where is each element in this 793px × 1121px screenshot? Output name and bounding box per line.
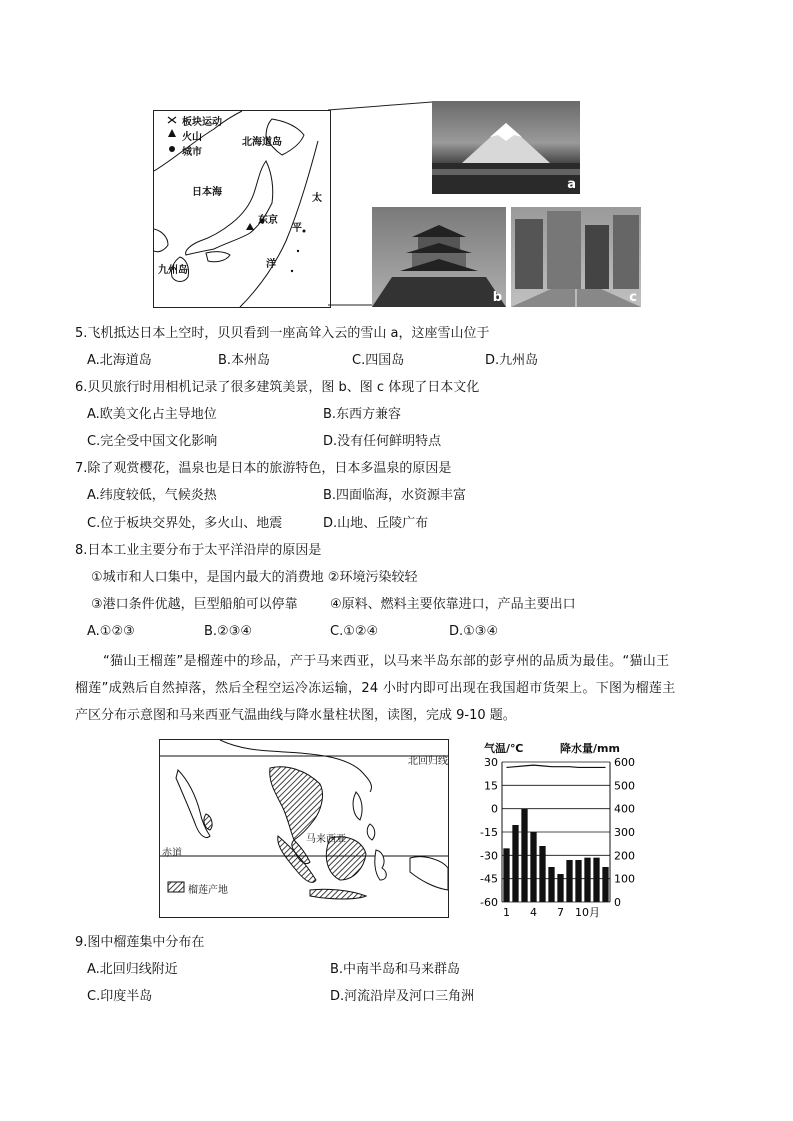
label-tropic: 北回归线 [408,756,448,767]
q5-option-a[interactable]: A.北海道岛 [87,353,152,368]
label-equator: 赤道 [162,848,182,859]
q7-option-b[interactable]: B.四面临海，水资源丰富 [323,488,467,503]
q9-option-a[interactable]: A.北回归线附近 [87,962,178,977]
precipitation-bar [584,858,590,902]
chart-left-tick: 0 [491,802,498,816]
question-6-stem: 6.贝贝旅行时用相机记录了很多建筑美景，图 b、图 c 体现了日本文化 [75,380,480,395]
precipitation-bar [548,867,554,902]
chart-left-tick: -60 [480,896,498,909]
precipitation-bar [575,860,581,902]
q6-option-b[interactable]: B.东西方兼容 [323,407,402,422]
question-5-stem: 5.飞机抵达日本上空时，贝贝看到一座高耸入云的雪山 a，这座雪山位于 [75,326,490,341]
precipitation-bar [503,848,509,902]
q5-option-d[interactable]: D.九州岛 [485,353,539,368]
question-9-stem: 9.图中榴莲集中分布在 [75,935,205,950]
chart-right-tick: 300 [614,826,635,839]
chart-x-tick: 7 [557,906,564,919]
chart-right-tick: 500 [614,779,635,793]
chart-left-tick: 15 [484,779,498,793]
label-pacific-2: 平 [292,223,302,234]
q6-option-d[interactable]: D.没有任何鲜明特点 [323,434,442,449]
chart-left-tick: -15 [480,826,498,839]
q6-option-a[interactable]: A.欧美文化占主导地位 [87,407,217,422]
q8-option-c[interactable]: C.①②④ [330,624,379,639]
precipitation-bar [539,846,545,902]
passage-line-3: 产区分布示意图和马来西亚气温曲线与降水量柱状图，读图，完成 9-10 题。 [75,708,516,723]
label-hokkaido: 北海道岛 [242,137,282,148]
chart-left-tick: 30 [484,756,498,769]
photo-castle [372,207,506,307]
q6-option-c[interactable]: C.完全受中国文化影响 [87,434,218,449]
legend-durian: 榴莲产地 [188,885,228,896]
label-pacific-1: 太 [312,193,322,204]
legend-volcano: 火山 [182,132,202,143]
photo-modern-street [511,207,641,307]
q5-option-b[interactable]: B.本州岛 [218,353,271,368]
chart-right-tick: 200 [614,849,635,863]
precipitation-bar [521,809,527,902]
label-malaysia: 马来西亚 [306,834,346,845]
legend-plate: 板块运动 [182,117,222,128]
q7-option-d[interactable]: D.山地、丘陵广布 [323,516,429,531]
chart-left-tick: -45 [480,872,498,886]
climate-chart-svg [462,740,652,925]
chart-x-tick: 1 [503,906,510,919]
q9-option-b[interactable]: B.中南半岛和马来群岛 [330,962,461,977]
photo-mount-fuji [432,101,580,194]
precipitation-bar [530,832,536,902]
chart-x-tick: 10月 [575,906,600,919]
temperature-line [507,765,606,767]
photo-tag-b: b [492,290,502,305]
legend-city: 城市 [182,147,202,158]
japan-map-figure [153,110,331,308]
q8-statement-1: ①城市和人口集中，是国内最大的消费地 ②环境污染较轻 [91,570,418,585]
q7-option-c[interactable]: C.位于板块交界处，多火山、地震 [87,516,283,531]
chart-left-axis-label: 气温/℃ [484,742,524,755]
chart-left-tick: -30 [480,849,498,863]
label-kyushu: 九州岛 [158,265,188,276]
photo-tag-c: c [629,290,637,305]
climate-chart [462,740,652,925]
q9-option-c[interactable]: C.印度半岛 [87,989,153,1004]
question-8-stem: 8.日本工业主要分布于太平洋沿岸的原因是 [75,543,322,558]
label-pacific-3: 洋 [266,259,276,270]
q8-option-b[interactable]: B.②③④ [204,624,253,639]
q7-option-a[interactable]: A.纬度较低，气候炎热 [87,488,217,503]
q8-statement-2: ③港口条件优越，巨型船舶可以停靠 [91,597,298,612]
chart-right-tick: 100 [614,872,635,886]
passage-line-1: “猫山王榴莲”是榴莲中的珍品，产于马来西亚，以马来半岛东部的彭亨州的品质为最佳。“猫山王 [103,654,670,669]
precipitation-bar [557,874,563,902]
precipitation-bar [512,825,518,902]
precipitation-bar [593,858,599,902]
southeast-asia-map [159,739,449,918]
chart-right-axis-label: 降水量/mm [560,742,620,755]
label-tokyo: 东京 [258,215,278,226]
q5-option-c[interactable]: C.四国岛 [352,353,405,368]
precipitation-bar [602,867,608,902]
passage-line-2: 榴莲”成熟后自然掉落，然后全程空运冷冻运输，24 小时内即可出现在我国超市货架上。下图为榴莲主 [75,681,676,696]
label-sea-of-japan: 日本海 [192,187,222,198]
chart-x-tick: 4 [530,906,537,919]
photo-tag-a: a [567,177,576,192]
precipitation-bar [566,860,572,902]
q8-statement-3: ④原料、燃料主要依靠进口，产品主要出口 [330,597,576,612]
q9-option-d[interactable]: D.河流沿岸及河口三角洲 [330,989,475,1004]
q8-option-a[interactable]: A.①②③ [87,624,135,639]
question-7-stem: 7.除了观赏樱花，温泉也是日本的旅游特色，日本多温泉的原因是 [75,461,452,476]
chart-right-tick: 400 [614,802,635,816]
chart-right-tick: 600 [614,756,635,769]
q8-option-d[interactable]: D.①③④ [449,624,499,639]
chart-right-tick: 0 [614,896,621,909]
